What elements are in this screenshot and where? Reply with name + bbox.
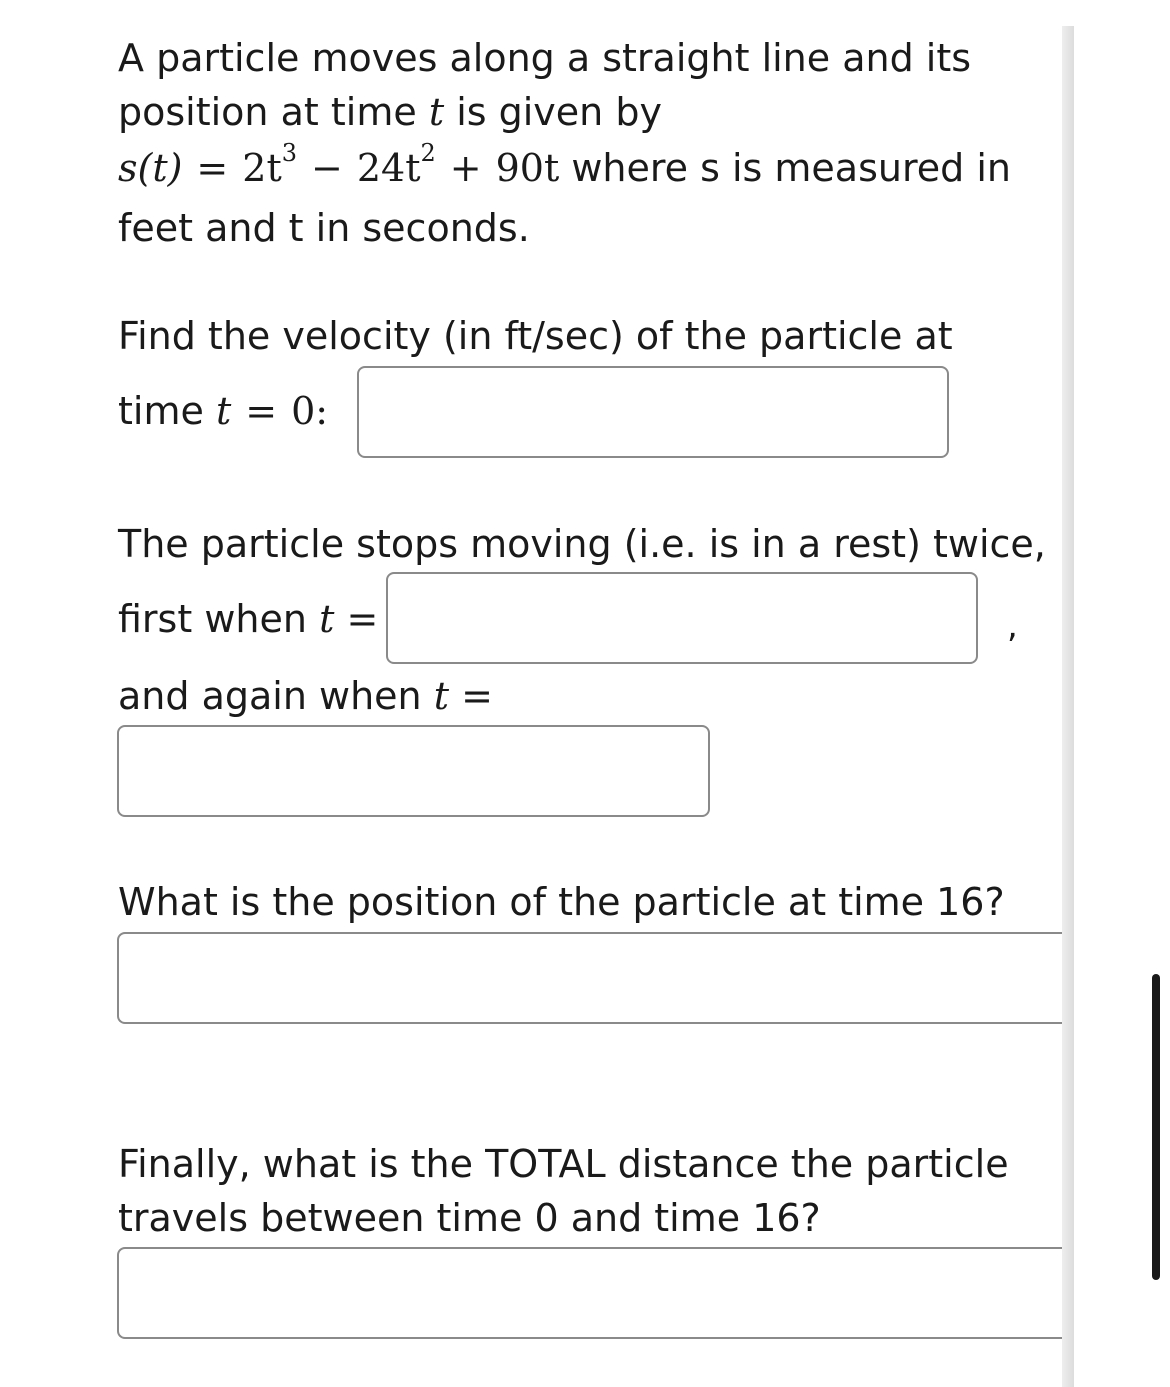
equation-lhs: s(t) (118, 146, 183, 190)
distance-question-line-2: travels between time 0 and time 16? (118, 1196, 821, 1240)
velocity-time-equals: = (245, 389, 278, 433)
intro-line-4: feet and t in seconds. (118, 206, 530, 250)
equation-suffix: where s is measured in (571, 146, 1011, 190)
velocity-time-label (118, 389, 328, 433)
equation-minus: − (311, 146, 343, 190)
second-rest-equals: = (461, 674, 493, 718)
second-rest-prefix: and again when (118, 674, 422, 718)
equation-plus: + (449, 146, 482, 190)
vertical-scrollbar[interactable] (1152, 974, 1160, 1280)
rest-question: The particle stops moving (i.e. is in a rest) twice, (118, 522, 1046, 566)
position-answer-input[interactable] (117, 932, 1062, 1024)
first-rest-equals: = (346, 597, 379, 641)
first-rest-time-input[interactable] (386, 572, 978, 664)
second-rest-label (118, 674, 493, 718)
velocity-time-var: t (215, 389, 232, 433)
first-rest-prefix: first when (118, 597, 307, 641)
equation-term-1: $2t^3$ (242, 139, 297, 190)
time-variable: t (428, 90, 445, 134)
distance-answer-input[interactable] (117, 1247, 1062, 1339)
equation-term-3: 90t (495, 146, 560, 190)
intro-line-1: A particle moves along a straight line and its (118, 36, 972, 80)
position-question: What is the position of the particle at time 16? (118, 880, 1005, 924)
second-rest-time-input[interactable] (117, 725, 710, 817)
panel-edge-shadow (1062, 26, 1074, 1387)
answer-separator: , (1007, 606, 1018, 646)
first-rest-label (118, 597, 378, 641)
intro-line-2-suffix: is given by (456, 90, 662, 134)
velocity-time-value: 0: (291, 389, 329, 433)
intro-line-2 (118, 90, 662, 134)
equation-equals: = (196, 146, 229, 190)
equation-term-2: $24t^2$ (356, 139, 436, 190)
second-rest-var: t (433, 674, 449, 718)
velocity-question: Find the velocity (in ft/sec) of the particle at (118, 314, 953, 358)
intro-line-2-prefix: position at time (118, 90, 417, 134)
velocity-answer-input[interactable] (357, 366, 949, 458)
position-equation (118, 139, 1011, 190)
first-rest-var: t (319, 597, 335, 641)
distance-question-line-1: Finally, what is the TOTAL distance the particle (118, 1142, 1009, 1186)
velocity-time-prefix: time (118, 389, 204, 433)
